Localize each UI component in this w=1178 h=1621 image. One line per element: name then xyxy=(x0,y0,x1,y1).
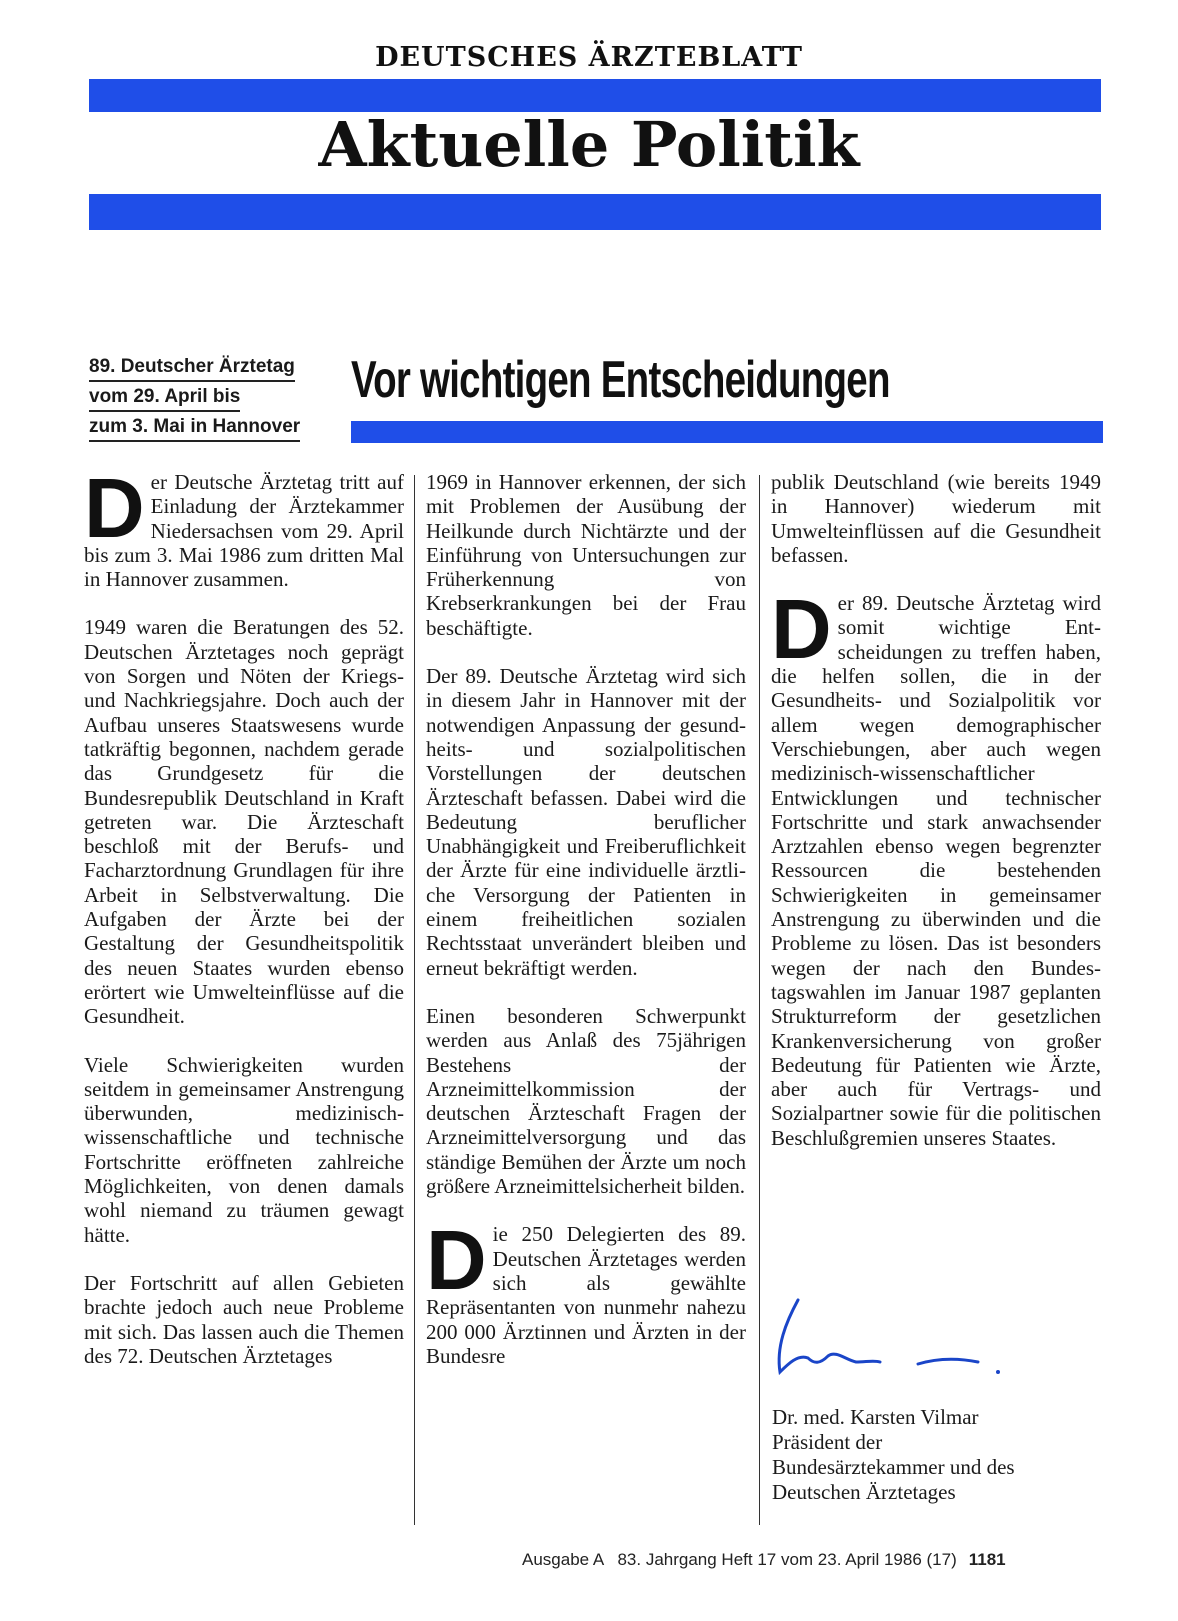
paragraph: Die 250 Delegierten des 89. Deutschen Ärztetages werden sich als gewählte Repräsentanten von nunmehr nahezu 200 000 Ärztinnen und Ärzten in der Bundesre xyxy=(426,1213,746,1368)
paragraph: Der 89. Deutsche Ärztetag wird somit wichtige Entscheidungen zu treffen haben, die helfen sollen, die in der Gesundheits- und Sozialpolitik vor allem wegen demographischer Verschiebungen, aber auch wegen medizinisch-wissenschaftlicher Entwicklungen und technischer Fortschritte und stark anwachsender Arztzahlen ebenso wegen begrenzter Ressourcen die bestehenden Schwierigkeiten in gemeinsamer Anstrengung zu überwinden und die Probleme zu lösen. Das ist besonders wegen der nach den Bundestagswahlen im Januar 1987 geplanten Strukturreform der gesetzlichen Krankenversicherung von großer Bedeutung für Patienten wie Ärzte, aber auch für Vertrags- und Sozialpartner sowie für die politischen Beschlußgremien unseres Staates. xyxy=(771,582,1101,1150)
signature-caption xyxy=(772,1405,1102,1505)
signer-title: Präsident der xyxy=(772,1430,883,1454)
drop-cap: D xyxy=(426,1213,487,1308)
section-title: Aktuelle Politik xyxy=(318,108,860,181)
issue-info: Ausgabe A 83. Jahrgang Heft 17 vom 23. April 1986 (17) xyxy=(522,1550,957,1569)
paragraph: Einen besonderen Schwerpunkt werden aus Anlaß des 75jährigen Bestehens der Arzneimittelkommission der deutschen Ärzteschaft Fragen der Arzneimittelversorgung und das ständige Bemühen der Ärzte um noch größere Arzneimittelsicherheit bilden. xyxy=(426,1003,746,1199)
handwritten-signature xyxy=(768,1292,1028,1382)
paragraph: Viele Schwierigkeiten wurden seitdem in gemeinsamer Anstrengung überwunden, medizinisch-wissenschaftliche und technische Fortschritte eröffneten zahlreiche Möglichkeiten, von denen damals wohl niemand zu träumen gewagt hätte. xyxy=(84,1052,404,1247)
kicker-line-2: vom 29. April bis xyxy=(89,383,240,412)
drop-cap: D xyxy=(84,461,145,555)
bottom-blue-bar xyxy=(89,194,1101,230)
article-column-3 xyxy=(771,470,1101,1174)
signer-title: Deutschen Ärztetages xyxy=(772,1480,956,1504)
masthead: DEUTSCHES ÄRZTEBLATT xyxy=(375,42,803,73)
column-divider xyxy=(414,475,415,1525)
article-column-1 xyxy=(84,461,404,1392)
page-footer xyxy=(522,1550,1006,1570)
headline: Vor wichtigen Entscheidungen xyxy=(351,351,890,409)
paragraph: Der 89. Deutsche Ärztetag wird sich in diesem Jahr in Hannover mit der notwendigen Anpassung der gesundheits- und sozialpolitischen Vorstellungen der deutschen Ärzteschaft befassen. Dabei wird die Bedeutung beruflicher Unabhängigkeit und Freiberuflichkeit der Ärzte für eine individuelle ärztliche Versorgung der Patienten in einem freiheitlichen sozialen Rechtsstaat unverändert bleiben und erneut bekräftigt werden. xyxy=(426,664,746,980)
page-number: 1181 xyxy=(968,1550,1006,1569)
paragraph: publik Deutschland (wie bereits 1949 in Hannover) wiederum mit Umwelteinflüssen auf die Gesundheit befassen. xyxy=(771,470,1101,567)
kicker-line-1: 89. Deutscher Ärztetag xyxy=(89,353,295,382)
paragraph: Der Fortschritt auf allen Gebieten brachte jedoch auch neue Probleme mit sich. Das lassen auch die Themen des 72. Deutschen Ärztetages xyxy=(84,1270,404,1368)
paragraph: 1949 waren die Beratungen des 52. Deutschen Ärztetages noch geprägt von Sorgen und Nöten der Kriegs- und Nachkriegsjahre. Doch auch der Aufbau unseres Staatswesens wurde tatkräftig begonnen, nachdem gerade das Grundgesetz für die Bundesrepublik Deutschland in Kraft getreten war. Die Ärzteschaft beschloß mit der Berufs- und Facharztordnung Grundlagen für ihre Arbeit in Selbstverwaltung. Die Aufgaben der Ärzte bei der Gestaltung der Gesundheitspolitik des neuen Staates wurden ebenso erörtert wie Umwelteinflüsse auf die Gesundheit. xyxy=(84,615,404,1029)
signer-title: Bundesärztekammer und des xyxy=(772,1455,1015,1479)
paragraph: Der Deutsche Ärztetag tritt auf Einladung der Ärztekammer Niedersachsen vom 29. April bis zum 3. Mai 1986 zum dritten Mal in Hannover zusammen. xyxy=(84,461,404,592)
kicker xyxy=(89,352,339,442)
column-divider xyxy=(759,475,760,1525)
signer-name: Dr. med. Karsten Vilmar xyxy=(772,1405,979,1429)
headline-blue-bar xyxy=(351,421,1103,443)
drop-cap: D xyxy=(771,582,832,677)
kicker-line-3: zum 3. Mai in Hannover xyxy=(89,413,300,442)
paragraph: 1969 in Hannover erkennen, der sich mit Problemen der Ausübung der Heilkunde durch Nichtärzte und der Einführung von Untersuchungen zur Früherkennung von Krebserkrankungen bei der Frau beschäftigte. xyxy=(426,470,746,640)
article-column-2 xyxy=(426,470,746,1392)
